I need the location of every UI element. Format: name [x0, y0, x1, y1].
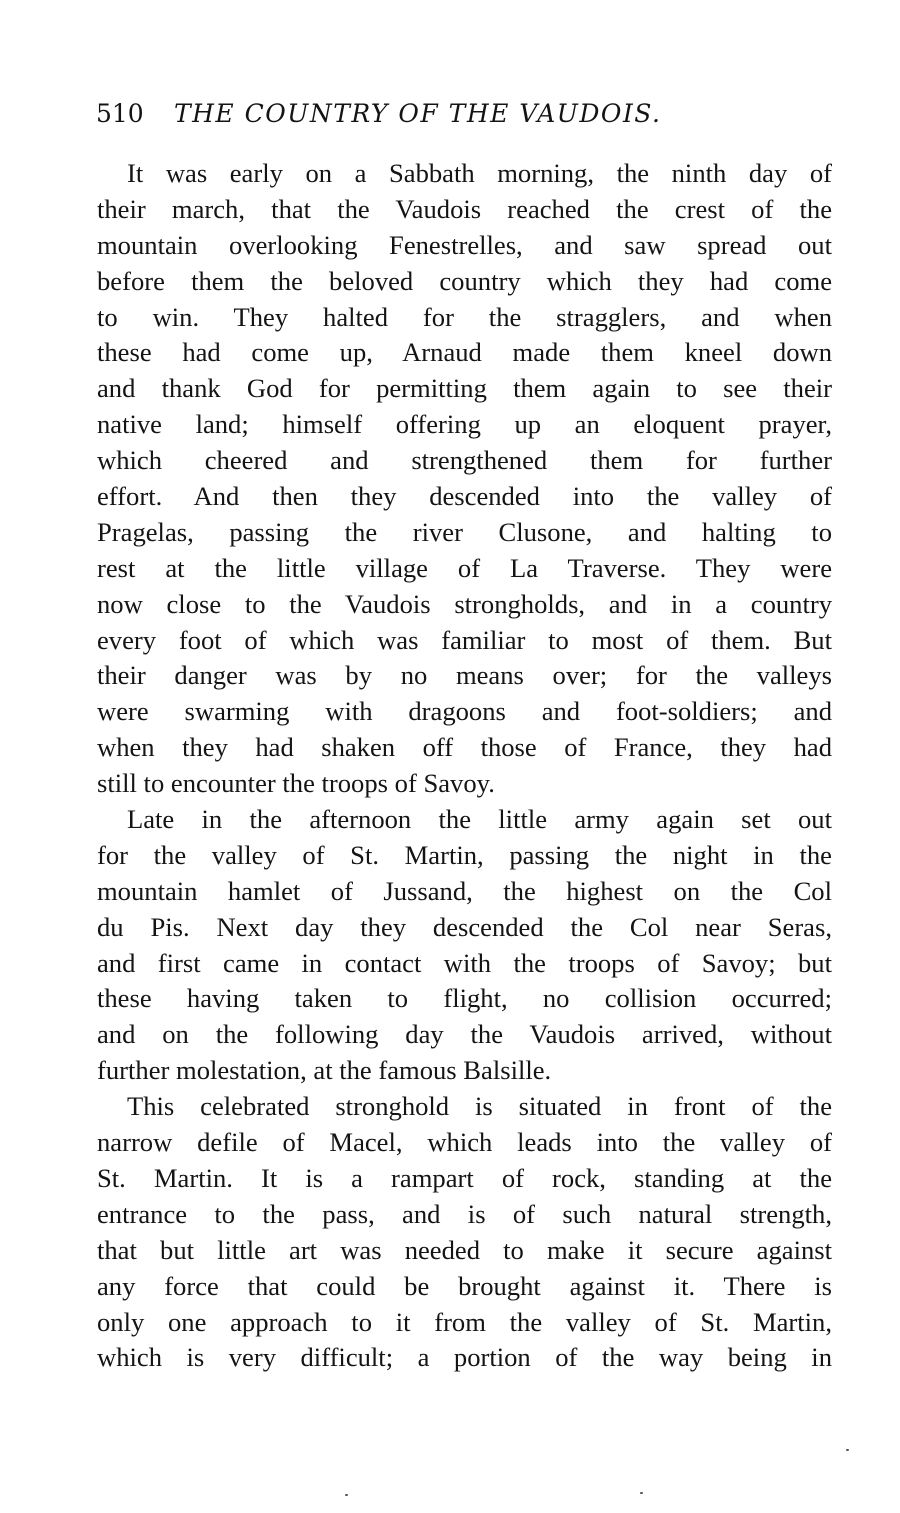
- text-line: these having taken to flight, no collision occurred;: [97, 983, 832, 1014]
- text-line: now close to the Vaudois strongholds, and in a country: [97, 588, 832, 619]
- text-line: only one approach to it from the valley of St. Martin,: [97, 1306, 832, 1337]
- text-line: narrow defile of Macel, which leads into the valley of: [97, 1127, 832, 1158]
- text-line: St. Martin. It is a rampart of rock, standing at the: [97, 1162, 832, 1193]
- text-line: these had come up, Arnaud made them kneel down: [97, 337, 832, 368]
- running-header: [96, 94, 836, 134]
- text-line: before them the beloved country which they had come: [97, 265, 832, 296]
- text-line: which cheered and strengthened them for further: [97, 445, 832, 476]
- text-line: entrance to the pass, and is of such natural strength,: [97, 1198, 832, 1229]
- text-line: rest at the little village of La Traverse. They were: [97, 552, 832, 583]
- paragraph-3: [97, 1089, 832, 1376]
- paragraph-2: [97, 802, 832, 1089]
- ink-speck: [345, 1494, 348, 1496]
- text-line: their danger was by no means over; for the valleys: [97, 660, 832, 691]
- text-line: when they had shaken off those of France, they had: [97, 732, 832, 763]
- ink-speck: [640, 1492, 643, 1494]
- page-number: 510: [96, 99, 144, 128]
- text-line: were swarming with dragoons and foot-soldiers; and: [97, 696, 832, 727]
- ink-speck: [846, 1449, 849, 1451]
- text-line: for the valley of St. Martin, passing the night in the: [97, 839, 832, 870]
- text-line: This celebrated stronghold is situated in front of the: [127, 1091, 832, 1122]
- text-line: their march, that the Vaudois reached the crest of the: [97, 193, 832, 224]
- paragraph-1: [97, 156, 832, 802]
- text-line: Pragelas, passing the river Clusone, and halting to: [97, 516, 832, 547]
- body-text: [97, 156, 832, 1376]
- text-line: that but little art was needed to make it secure against: [97, 1234, 832, 1265]
- text-line: to win. They halted for the stragglers, and when: [97, 301, 832, 332]
- text-line: du Pis. Next day they descended the Col near Seras,: [97, 911, 832, 942]
- text-line: any force that could be brought against it. There is: [97, 1270, 832, 1301]
- text-line: effort. And then they descended into the valley of: [97, 481, 832, 512]
- text-line: It was early on a Sabbath morning, the ninth day of: [127, 158, 832, 188]
- text-line: every foot of which was familiar to most of them. But: [97, 624, 832, 655]
- text-line: mountain overlooking Fenestrelles, and saw spread out: [97, 229, 832, 260]
- text-line: and thank God for permitting them again to see their: [97, 373, 832, 404]
- text-line: which is very difficult; a portion of the way being in: [97, 1342, 832, 1373]
- text-line: and on the following day the Vaudois arrived, without: [97, 1019, 832, 1050]
- text-line: further molestation, at the famous Balsille.: [97, 1055, 552, 1086]
- text-line: native land; himself offering up an eloquent prayer,: [97, 409, 832, 440]
- text-line: Late in the afternoon the little army again set out: [127, 804, 832, 835]
- text-line: and first came in contact with the troops of Savoy; but: [97, 947, 832, 978]
- text-line: mountain hamlet of Jussand, the highest on the Col: [97, 875, 832, 906]
- text-line: still to encounter the troops of Savoy.: [97, 768, 495, 799]
- running-title: THE COUNTRY OF THE VAUDOIS.: [173, 99, 662, 128]
